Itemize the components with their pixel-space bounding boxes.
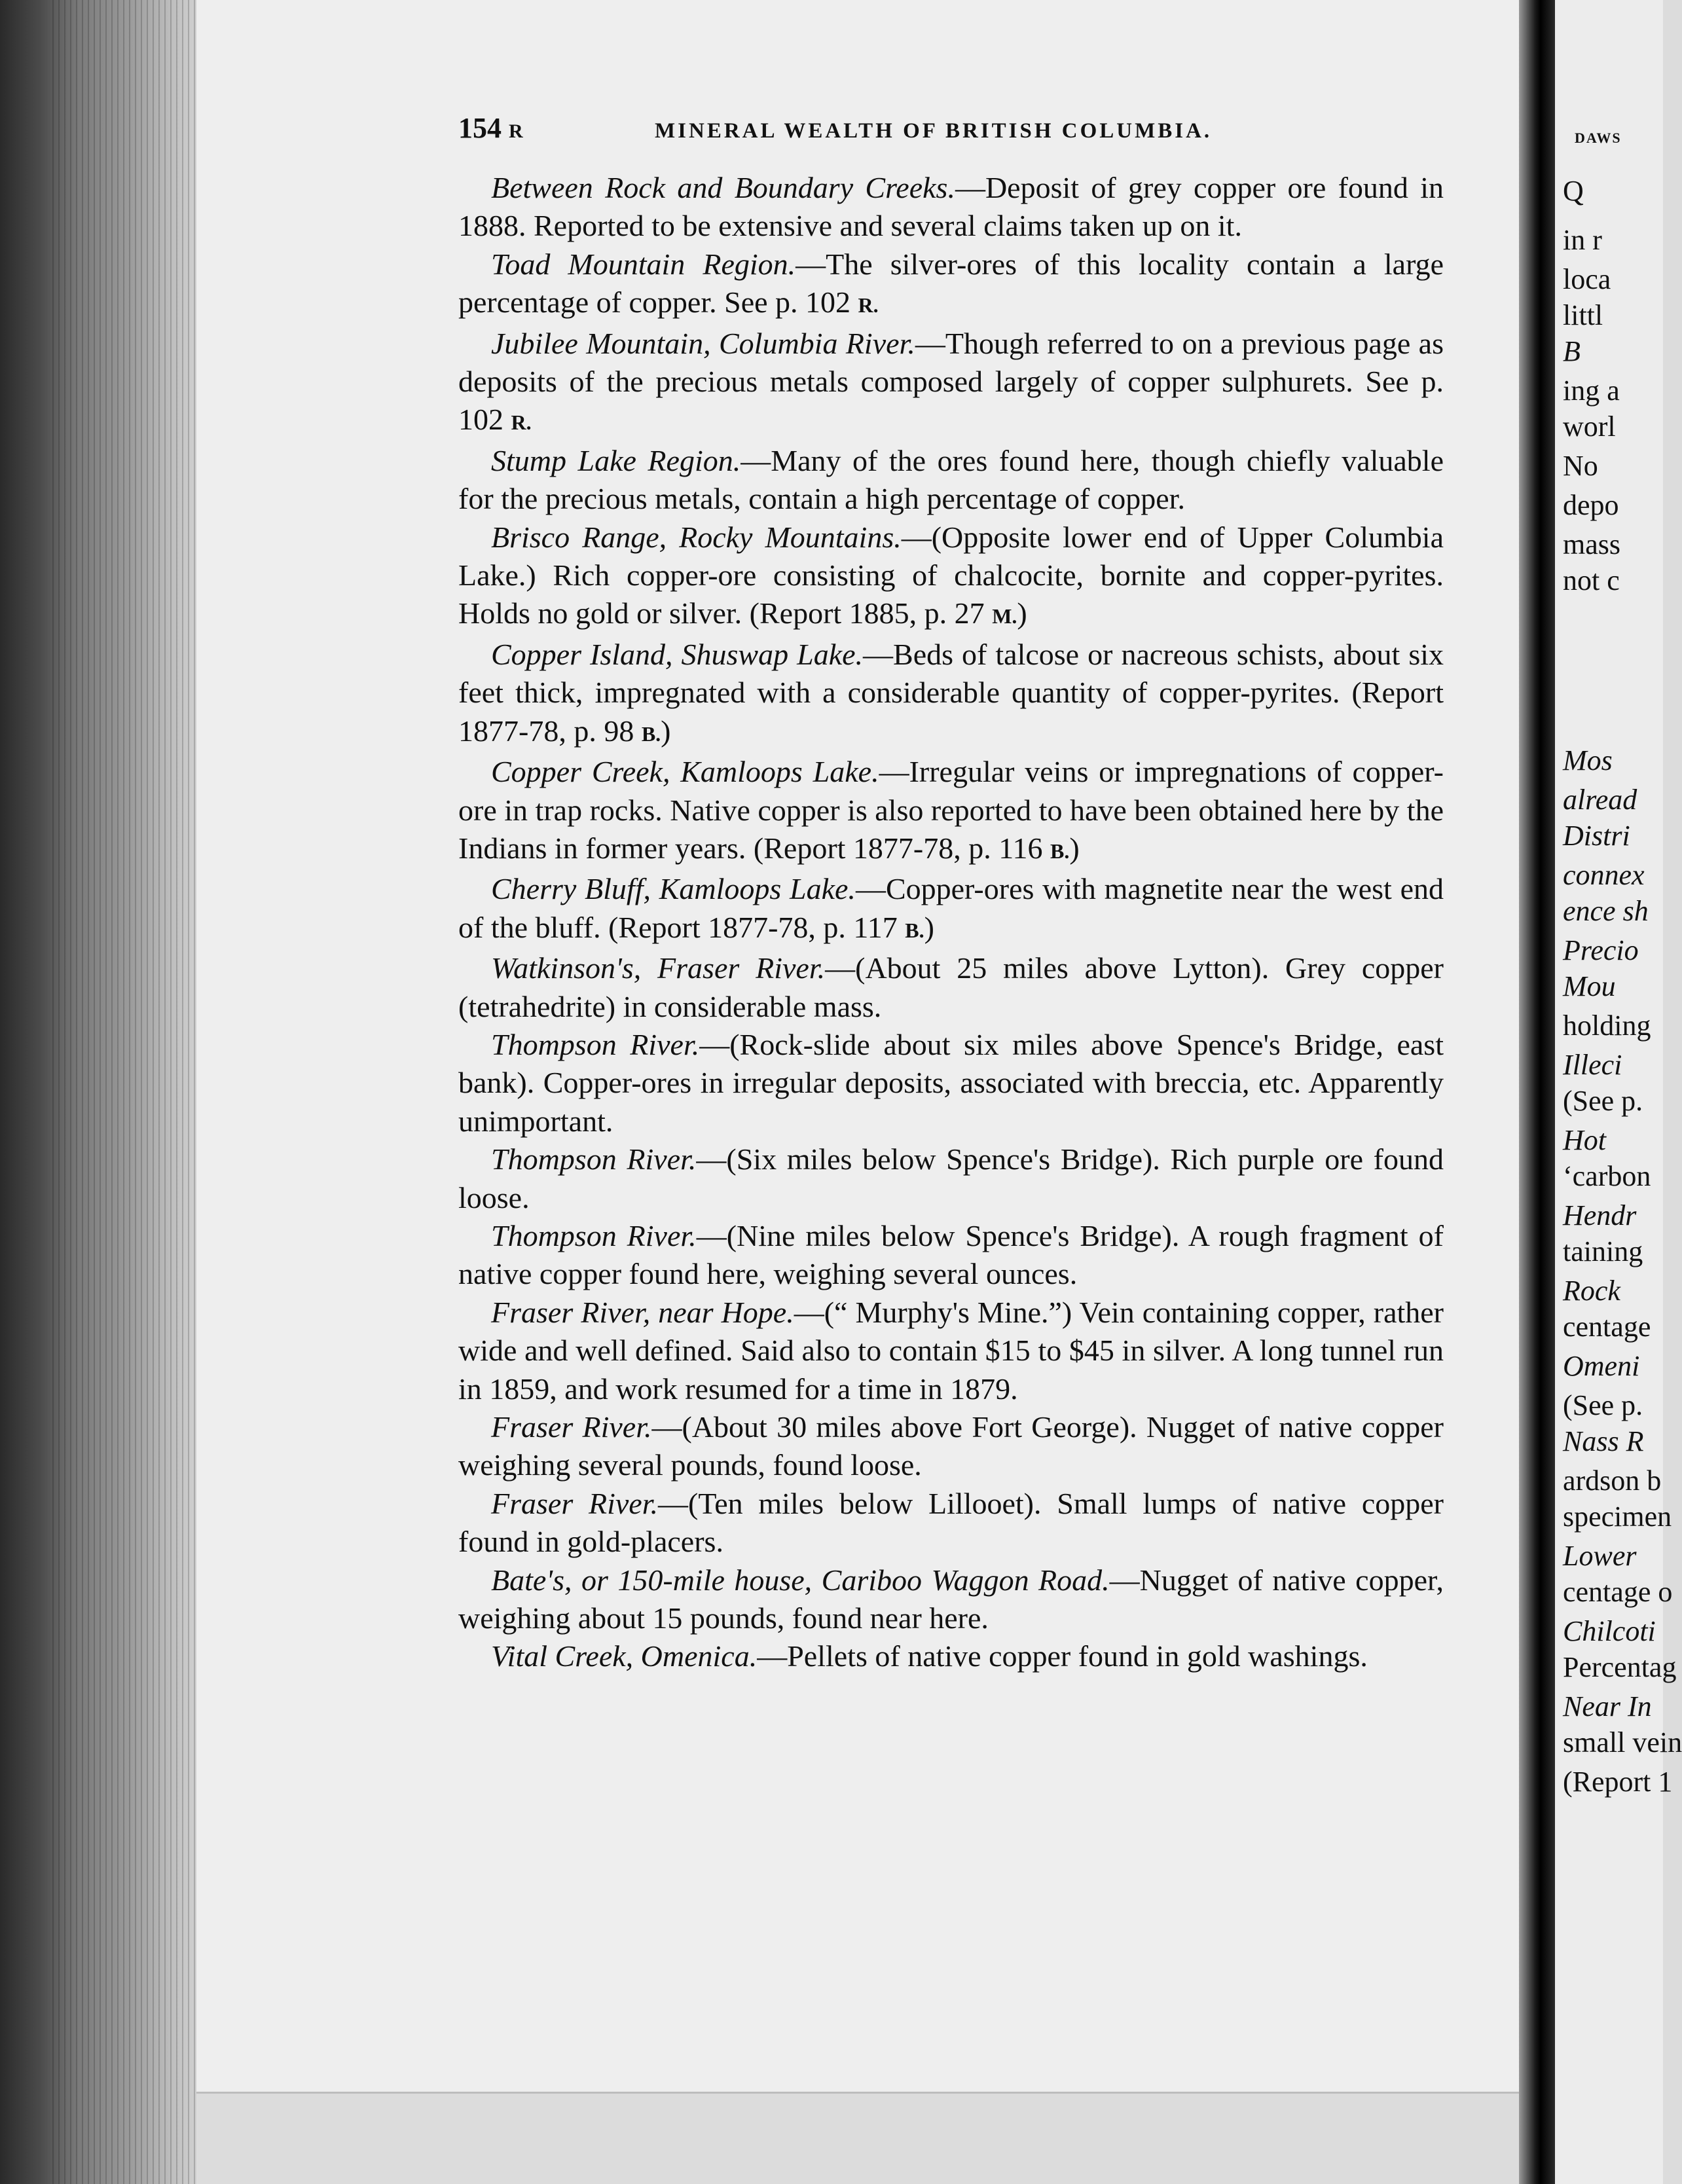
page-number [458,111,655,145]
entry-reference-letter: R. [511,410,532,435]
running-head [458,111,1440,145]
facing-page-line: centage o [1563,1576,1673,1608]
entry-locality: Thompson River. [491,1027,700,1061]
entry-paragraph [458,442,1444,519]
entry-paragraph [458,753,1444,870]
entry-description: —(Ten miles below Lillooet). Small lumps of native copper found in gold-placers. [458,1486,1444,1559]
facing-page-line: Hendr [1563,1199,1637,1231]
facing-page-line: Chilcoti [1563,1615,1656,1647]
facing-page-line: Rock [1563,1275,1620,1307]
entry-description: —Irregular veins or impregnations of copper-ore in trap rocks. Native copper is also reported to have been obtained here by the Indians in former years. (Report 1877-78, p. 116 [458,755,1444,865]
entry-description: —(Rock-slide about six miles above Spence's Bridge, east bank). Copper-ores in irregular deposits, associated with breccia, etc. Apparently unimportant. [458,1027,1444,1138]
facing-page-line: ‘carbon [1563,1160,1651,1192]
entry-description: —Many of the ores found here, though chiefly valuable for the precious metals, contain a high percentage of copper. [458,443,1444,516]
facing-page-line: Illeci [1563,1049,1622,1081]
facing-page-line: Hot [1563,1124,1606,1156]
facing-page-line: Mou [1563,970,1616,1002]
entry-paragraph [458,325,1444,442]
entry-paragraph [458,1561,1444,1638]
entry-locality: Stump Lake Region. [491,443,741,477]
entry-locality: Thompson River. [491,1218,697,1252]
facing-page-line: Mos [1563,744,1613,776]
entry-reference-letter: B. [1050,839,1070,863]
facing-page-line: in r [1563,224,1602,256]
entry-tail: ) [924,910,934,944]
facing-page-line: (See p. [1563,1085,1643,1117]
entry-locality: Brisco Range, Rocky Mountains. [491,520,902,554]
entry-paragraph [458,519,1444,636]
entry-locality: Vital Creek, Omenica. [491,1639,758,1673]
entry-description: —Though referred to on a previous page as deposits of the precious metals composed largely of copper sulphurets. See p. 102 [458,326,1444,437]
entry-description: —(About 25 miles above Lytton). Grey copper (tetrahedrite) in considerable mass. [458,951,1444,1023]
entry-paragraph [458,246,1444,325]
entry-tail: ) [661,714,671,748]
facing-page-line: No [1563,450,1598,482]
entry-paragraph [458,1140,1444,1217]
facing-page-line: worl [1563,410,1616,443]
facing-page-line: Near In [1563,1690,1652,1722]
entry-paragraph [458,1637,1444,1675]
entry-description: —Deposit of grey copper ore found in 1888. Reported to be extensive and several claims taken up on it. [458,171,1444,243]
facing-page-line: Precio [1563,934,1639,966]
entry-reference-letter: R. [858,293,879,318]
facing-page-line: Percentag [1563,1651,1677,1683]
entry-locality: Copper Island, Shuswap Lake. [491,637,864,671]
facing-page-line: (Report 1 [1563,1766,1673,1798]
entry-description: —Pellets of native copper found in gold washings. [757,1639,1368,1673]
facing-page-line: loca [1563,263,1611,295]
entry-description: —(About 30 miles above Fort George). Nugget of native copper weighing several pounds, found loose. [458,1410,1444,1482]
entry-description: —The silver-ores of this locality contain a large percentage of copper. See p. 102 [458,247,1444,319]
entry-reference-letter: B. [641,721,661,746]
entry-description: —Nugget of native copper, weighing about 15 pounds, found near here. [458,1563,1444,1635]
facing-page-line: Lower [1563,1540,1637,1572]
entry-reference-letter: B. [905,918,924,942]
entry-paragraph [458,1485,1444,1561]
facing-page-line: B [1563,335,1581,367]
facing-page-line: taining [1563,1235,1643,1267]
entry-tail: ) [1069,831,1080,865]
entry-description: —(Nine miles below Spence's Bridge). A rough fragment of native copper found here, weighing several ounces. [458,1218,1444,1291]
entry-description: —(Opposite lower end of Upper Columbia Lake.) Rich copper-ore consisting of chalcocite, bornite and copper-pyrites. Holds no gold or silver. (Report 1885, p. 27 [458,520,1444,630]
entry-locality: Cherry Bluff, Kamloops Lake. [491,872,856,906]
entry-paragraph [458,636,1444,753]
facing-page-line: centage [1563,1311,1651,1343]
book-page-edge [0,0,196,2184]
facing-page-line: connex [1563,859,1645,891]
entry-paragraph [458,1408,1444,1485]
facing-page-line: Omeni [1563,1350,1640,1382]
entry-paragraph [458,1026,1444,1140]
facing-page-line: not c [1563,564,1620,596]
entry-description: —Beds of talcose or nacreous schists, about six feet thick, impregnated with a considerable quantity of copper-pyrites. (Report 1877-78, p. 98 [458,637,1444,748]
entry-locality: Jubilee Mountain, Columbia River. [491,326,915,360]
facing-page-line: ardson b [1563,1465,1662,1497]
facing-page-line: specimen [1563,1501,1672,1533]
entry-locality: Fraser River. [491,1410,652,1444]
page-number-suffix: R [509,120,523,142]
facing-page-line: littl [1563,299,1603,331]
facing-page-line: Q [1563,175,1584,207]
running-title: MINERAL WEALTH OF BRITISH COLUMBIA. [655,119,1213,143]
facing-page-line: small vein [1563,1726,1682,1758]
entry-tail: ) [1017,596,1027,630]
entry-paragraph [458,1294,1444,1408]
entry-locality: Toad Mountain Region. [491,247,796,281]
facing-page-line: depo [1563,489,1619,521]
facing-page-line: holding [1563,1010,1651,1042]
book-gutter [1519,0,1555,2184]
facing-page-line: (See p. [1563,1389,1643,1421]
entry-description: —Copper-ores with magnetite near the west end of the bluff. (Report 1877-78, p. 117 [458,872,1444,944]
page-number-value: 154 [458,112,502,144]
facing-page-line: alread [1563,784,1637,816]
entry-paragraph [458,169,1444,246]
entry-paragraph [458,870,1444,949]
entry-reference-letter: M. [992,604,1017,628]
entry-paragraph [458,949,1444,1026]
entry-locality: Between Rock and Boundary Creeks. [491,171,955,204]
entry-description: —(Six miles below Spence's Bridge). Rich purple ore found loose. [458,1142,1444,1214]
facing-page-line: mass [1563,528,1620,560]
entry-locality: Fraser River. [491,1486,659,1520]
entry-paragraph [458,1217,1444,1294]
facing-page-line: ing a [1563,374,1620,407]
entry-locality: Bate's, or 150-mile house, Cariboo Waggon Road. [491,1563,1110,1597]
entry-locality: Copper Creek, Kamloops Lake. [491,755,879,789]
facing-page-line: ence sh [1563,895,1649,927]
facing-page-header: DAWS [1575,130,1622,146]
body-text [458,169,1444,1676]
facing-page [1555,0,1682,2184]
entry-locality: Fraser River, near Hope. [491,1295,794,1329]
entry-locality: Watkinson's, Fraser River. [491,951,826,985]
facing-page-line: Distri [1563,820,1630,852]
facing-page-line: Nass R [1563,1425,1644,1457]
entry-locality: Thompson River. [491,1142,697,1176]
entry-description: —(“ Murphy's Mine.”) Vein containing copper, rather wide and well defined. Said also to contain $15 to $45 in silver. A long tunnel run in 1859, and work resumed for a time in 1879. [458,1295,1444,1406]
